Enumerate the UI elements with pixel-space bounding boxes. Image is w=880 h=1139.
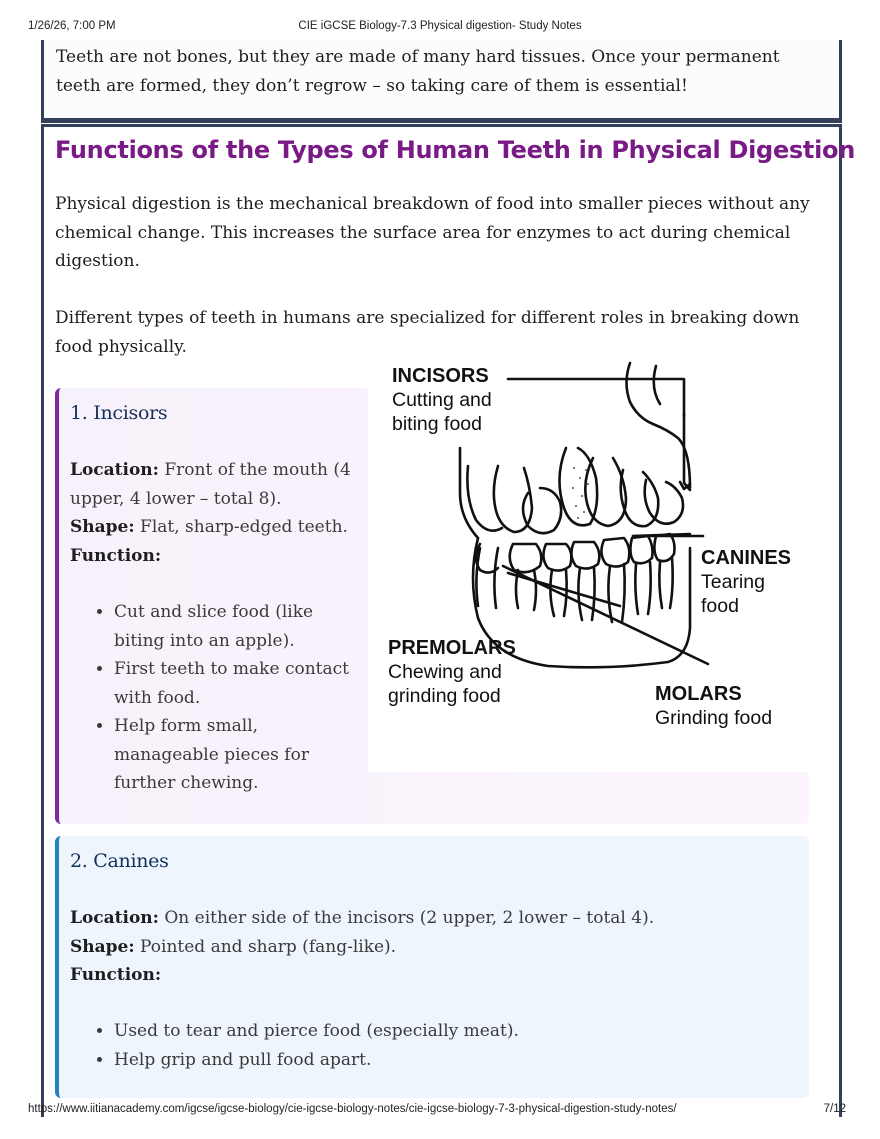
intro-paragraph-1: Physical digestion is the mechanical breakdown of food into smaller pieces without any chemical change. This increases the surface area for enzymes to act during chemical digestion. <box>55 194 810 271</box>
premolars-leader-line <box>508 573 620 606</box>
intro-text: Teeth are not bones, but they are made of many hard tissues. Once your permanent teeth are formed, they don’t regrow – so taking care of them is essential! <box>56 47 780 96</box>
canines-card <box>55 836 809 1098</box>
location-value: On either side of the incisors (2 upper, 2 lower – total 4). <box>158 908 655 928</box>
section-heading: Functions of the Types of Human Teeth in Physical Digestion <box>55 136 855 164</box>
shape-value: Pointed and sharp (fang-like). <box>134 936 397 957</box>
intro-paragraph-2: Different types of teeth in humans are specialized for different roles in breaking down food physically. <box>55 308 800 357</box>
incisors-location-cont: upper, 4 lower – total 8). <box>70 488 282 509</box>
location-label: Location: <box>70 460 159 480</box>
shape-label: Shape: <box>70 517 135 537</box>
canines-function-label: Function: <box>70 965 162 985</box>
molars-label: MOLARS Grinding food <box>655 683 773 729</box>
incisors-shape <box>70 513 348 542</box>
print-datetime: 1/26/26, 7:00 PM <box>28 20 116 32</box>
canines-function-list <box>70 1017 519 1074</box>
shape-value: Flat, sharp-edged teeth. <box>134 517 348 537</box>
list-item: • Help grip and pull food apart. <box>114 1046 519 1075</box>
incisors-title: 1. Incisors <box>70 402 168 424</box>
premolars-label: PREMOLARS Chewing and grinding food <box>388 637 516 707</box>
list-item: • Cut and slice food (like biting into an apple). <box>114 598 349 655</box>
print-url: https://www.iitianacademy.com/igcse/igcse-biology/cie-igcse-biology-notes/cie-igcse-biology-7-3-physical-digestion-study-notes/ <box>28 1103 677 1115</box>
molars-leader-line <box>503 566 708 664</box>
list-item: • First teeth to make contact with food. <box>114 655 349 712</box>
canines-shape <box>70 933 396 962</box>
location-value: Front of the mouth (4 <box>158 460 351 480</box>
incisors-location <box>70 456 351 485</box>
location-label: Location: <box>70 908 159 928</box>
incisors-label: INCISORS Cutting and biting food <box>392 365 492 435</box>
canines-location <box>70 904 654 933</box>
print-footer <box>0 1103 880 1121</box>
print-page-title: CIE iGCSE Biology-7.3 Physical digestion- Study Notes <box>298 20 582 32</box>
incisors-function-list <box>70 598 349 798</box>
canines-label: CANINES Tearing food <box>701 547 792 617</box>
teeth-diagram <box>368 358 810 772</box>
incisors-function-label: Function: <box>70 545 162 566</box>
print-page-number: 7/12 <box>823 1103 846 1115</box>
list-item: • Used to tear and pierce food (especially meat). <box>114 1017 519 1046</box>
list-item: • Help form small, manageable pieces for further chewing. <box>114 712 349 798</box>
print-header <box>0 20 880 38</box>
shape-label: Shape: <box>70 936 135 957</box>
intro-box <box>41 40 842 123</box>
canines-title: 2. Canines <box>70 850 169 872</box>
